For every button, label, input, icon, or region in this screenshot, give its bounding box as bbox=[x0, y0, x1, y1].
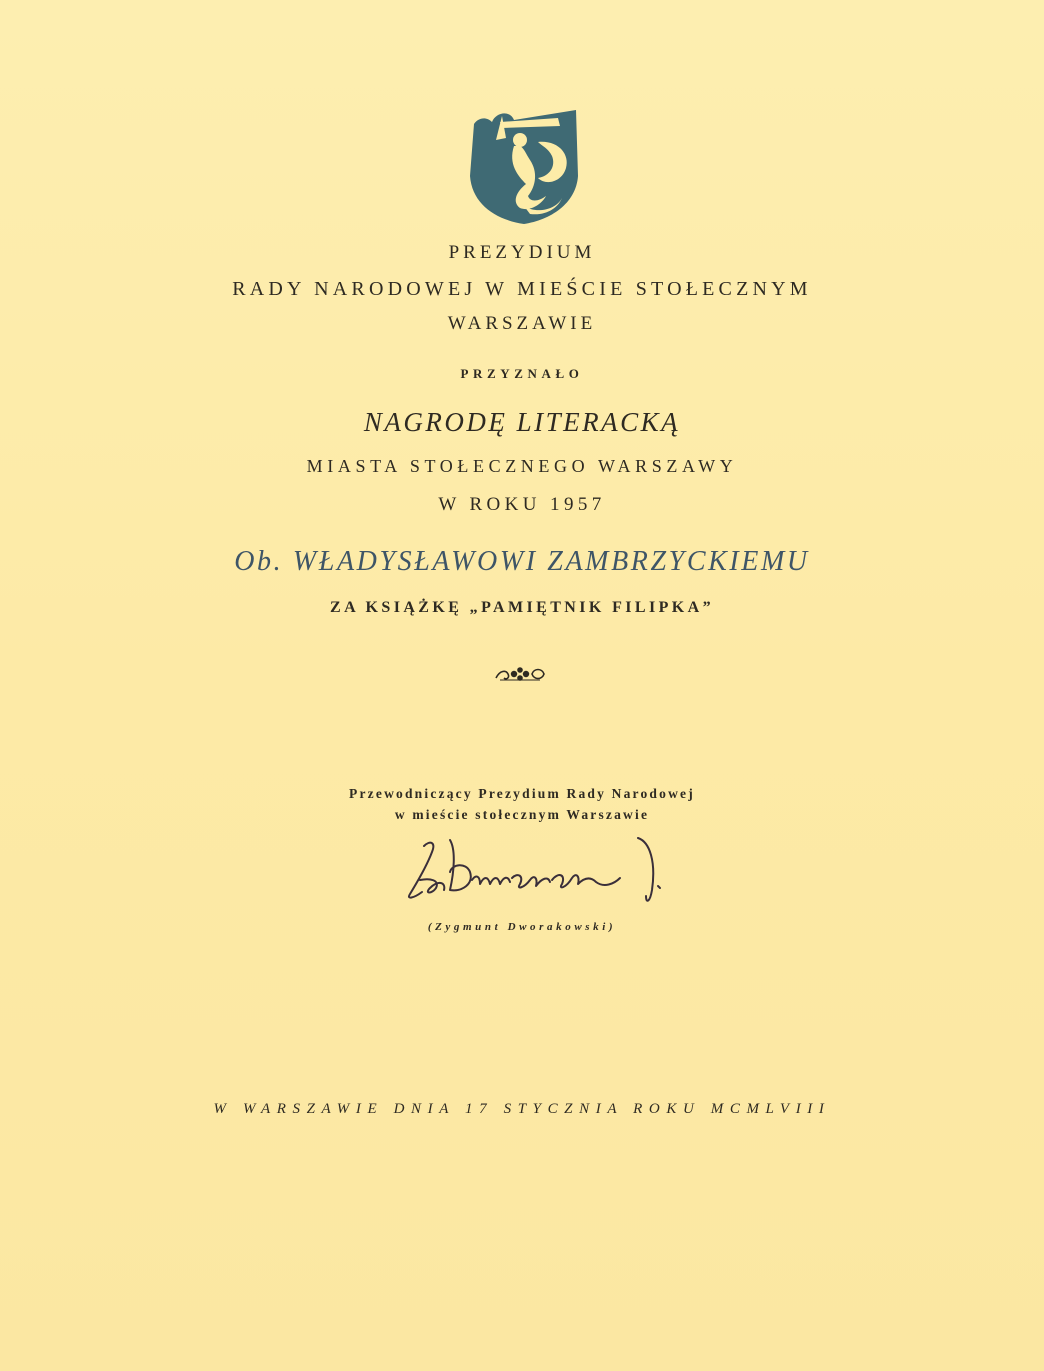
award-title: NAGRODĘ LITERACKĄ bbox=[363, 407, 681, 437]
heading-line-1: PREZYDIUM bbox=[448, 242, 596, 263]
heading-line-3: WARSZAWIE bbox=[447, 313, 597, 334]
recipient-name: Ob. WŁADYSŁAWOWI ZAMBRZYCKIEMU bbox=[234, 546, 810, 577]
warsaw-mermaid-emblem-icon bbox=[466, 106, 580, 226]
award-year: W ROKU 1957 bbox=[438, 494, 606, 515]
chairman-title-line-1: Przewodniczący Prezydium Rady Narodowej bbox=[349, 786, 695, 801]
date-line: W WARSZAWIE DNIA 17 STYCZNIA ROKU MCMLVIII bbox=[213, 1101, 831, 1117]
chairman-title-line-2: w mieście stołecznym Warszawie bbox=[394, 807, 650, 822]
floral-ornament-icon bbox=[494, 664, 546, 684]
awarded-label: PRZYZNAŁO bbox=[460, 366, 584, 381]
heading-line-2: RADY NARODOWEJ W MIEŚCIE STOŁECZNYM bbox=[232, 278, 812, 300]
signatory-name: (Zygmunt Dworakowski) bbox=[427, 921, 617, 933]
book-title-line: ZA KSIĄŻKĘ „PAMIĘTNIK FILIPKA” bbox=[330, 599, 714, 616]
award-city: MIASTA STOŁECZNEGO WARSZAWY bbox=[306, 456, 738, 476]
handwritten-signature bbox=[400, 832, 672, 912]
